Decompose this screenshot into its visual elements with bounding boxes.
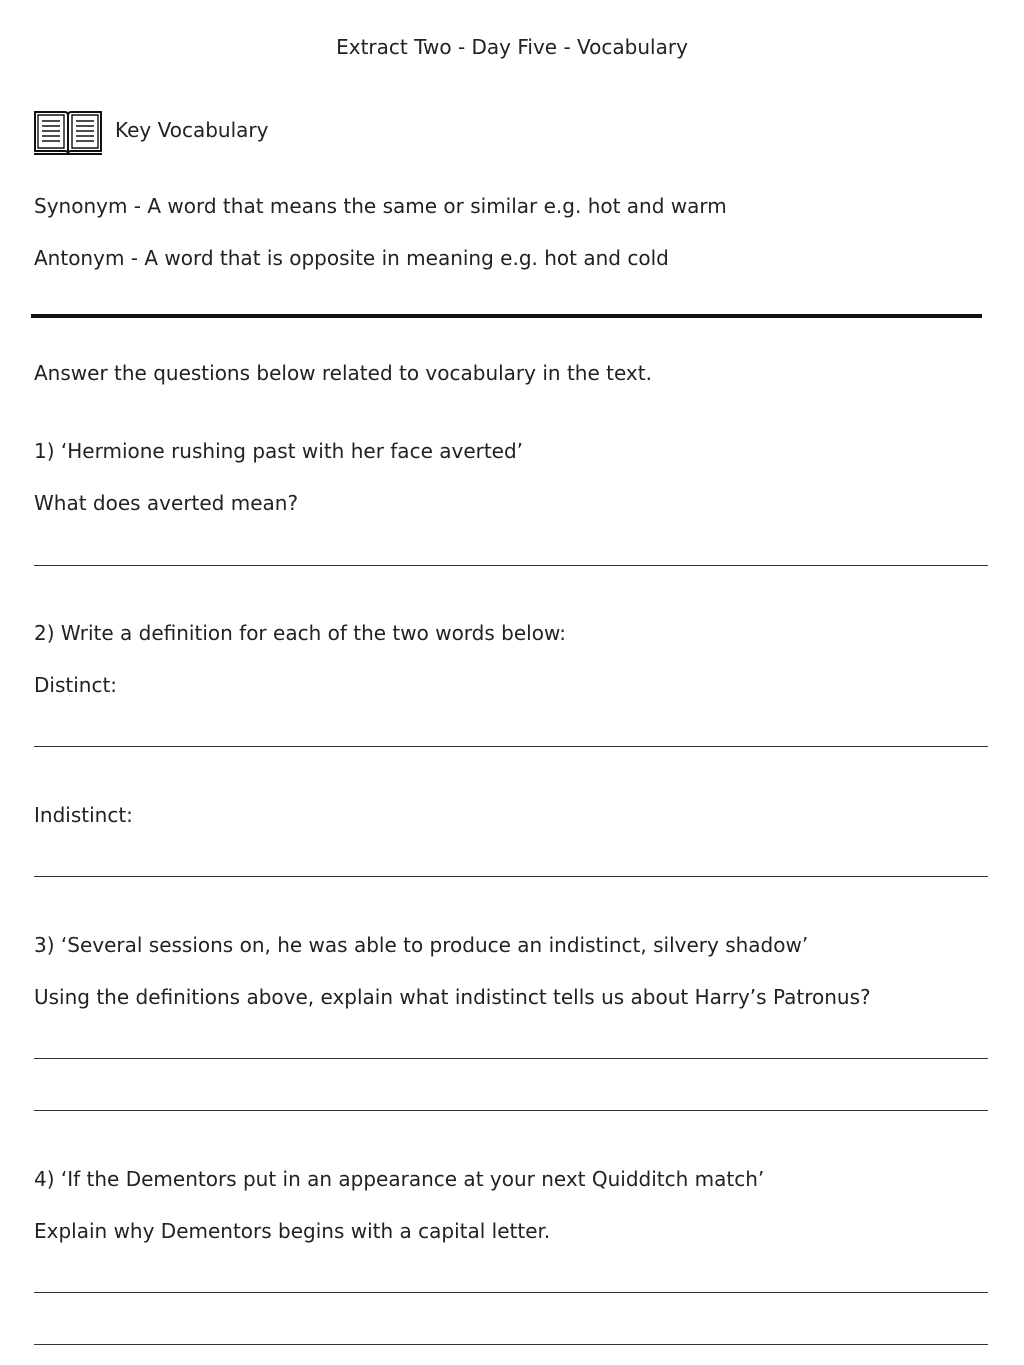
antonym-definition: Antonym - A word that is opposite in meaning e.g. hot and cold: [34, 246, 669, 270]
question-2-instruction: 2) Write a definition for each of the two words below:: [34, 621, 566, 645]
question-4-prompt: Explain why Dementors begins with a capital letter.: [34, 1219, 551, 1243]
key-vocabulary-heading: Key Vocabulary: [115, 118, 269, 142]
question-3-quote: 3) ‘Several sessions on, he was able to produce an indistinct, silvery shadow’: [34, 933, 809, 957]
answer-line-4b[interactable]: [34, 1344, 988, 1345]
question-1-quote: 1) ‘Hermione rushing past with her face averted’: [34, 439, 524, 463]
answer-line-3a[interactable]: [34, 1058, 988, 1059]
answer-line-4a[interactable]: [34, 1292, 988, 1293]
instructions-text: Answer the questions below related to vocabulary in the text.: [34, 361, 652, 385]
page-title: Extract Two - Day Five - Vocabulary: [336, 35, 688, 59]
synonym-definition: Synonym - A word that means the same or similar e.g. hot and warm: [34, 194, 727, 218]
section-divider: [31, 314, 982, 318]
question-2-word-distinct: Distinct:: [34, 673, 118, 697]
answer-line-2b[interactable]: [34, 876, 988, 877]
answer-line-1[interactable]: [34, 565, 988, 566]
answer-line-3b[interactable]: [34, 1110, 988, 1111]
question-3-prompt: Using the definitions above, explain what indistinct tells us about Harry’s Patronus?: [34, 985, 871, 1009]
answer-line-2a[interactable]: [34, 746, 988, 747]
open-book-icon: [33, 108, 103, 158]
question-1-prompt: What does averted mean?: [34, 491, 299, 515]
question-4-quote: 4) ‘If the Dementors put in an appearance at your next Quidditch match’: [34, 1167, 765, 1191]
question-2-word-indistinct: Indistinct:: [34, 803, 133, 827]
